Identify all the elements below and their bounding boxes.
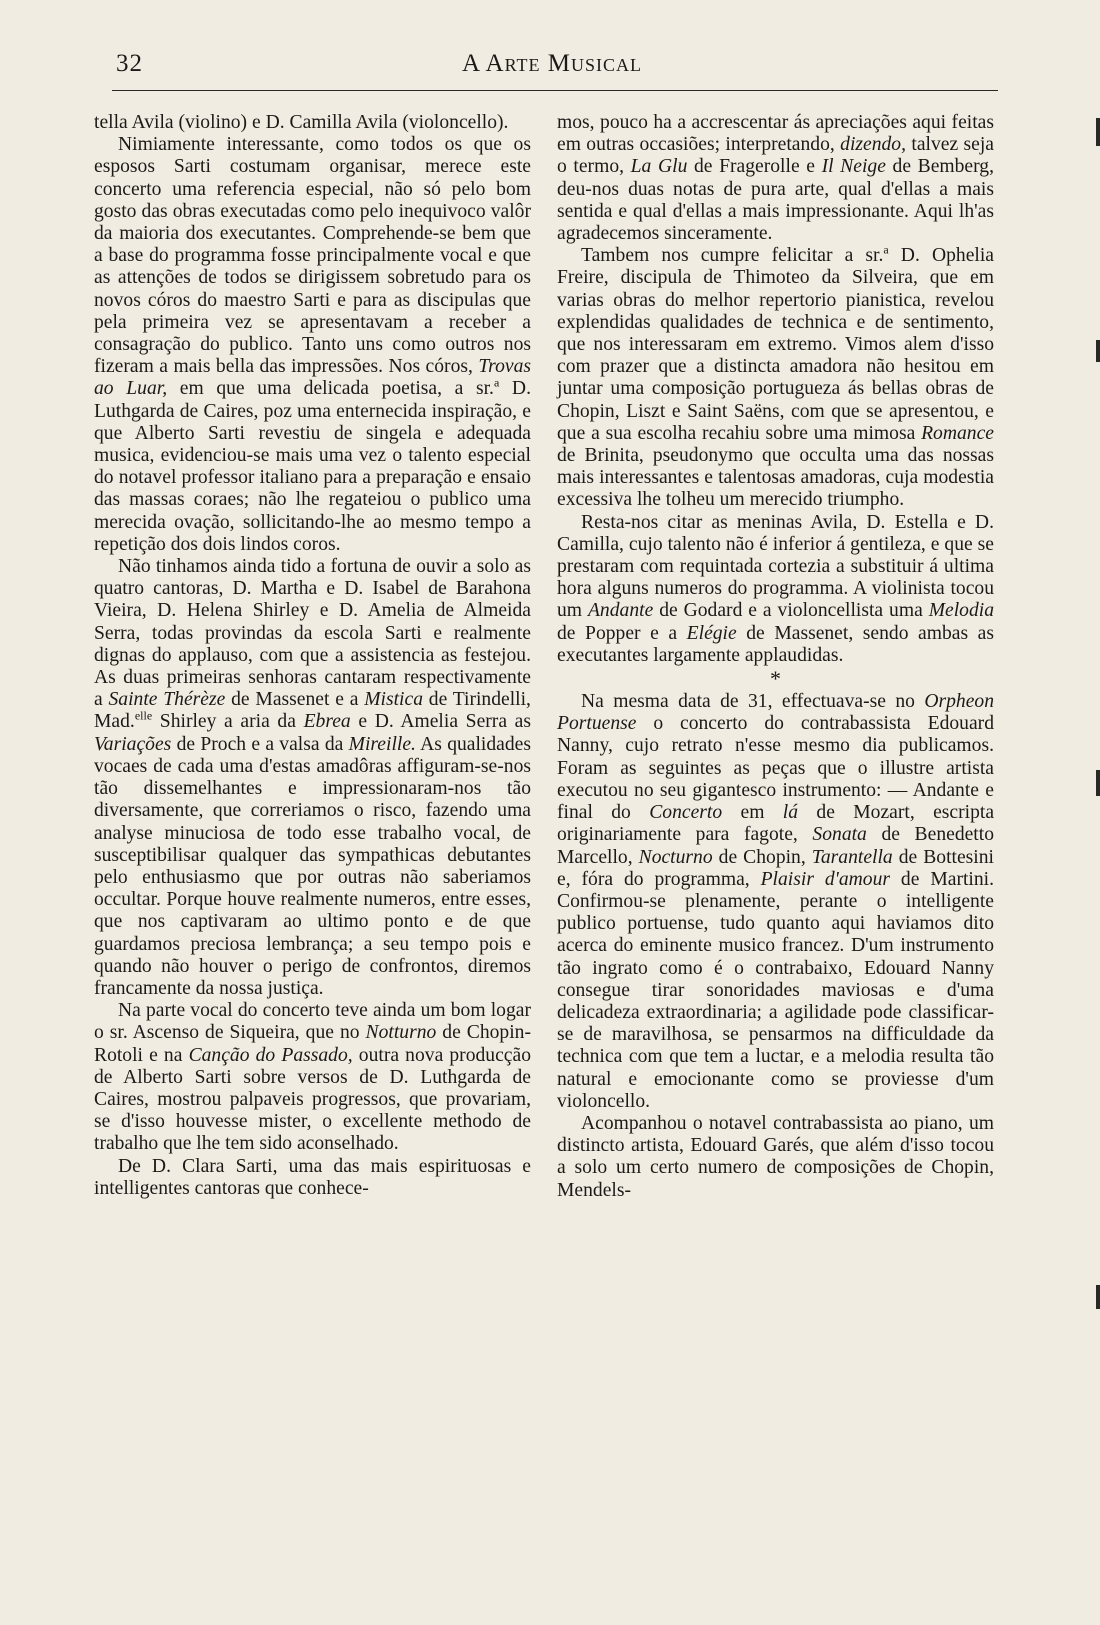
page-header [112,46,992,86]
scan-edge-mark [1096,1285,1100,1309]
section-separator: * [770,666,781,692]
left-column [94,112,531,1552]
paragraph: Na mesma data de 31, effectuava-se no Orpheon Portuense o concerto do contrabassista Edouard Nanny, cujo retrato n'esse mesmo dia publicamos. Foram as seguintes as peças que o illustre artista executou no seu gigantesco instrumento: — Andante e final do Concerto em lá de Mozart, escripta originariamente para fagote, Sonata de Benedetto Marcello, Nocturno de Chopin, Tarantella de Bottesini e, fóra do programma, Plaisir d'amour de Martini. Confirmou-se plenamente, perante o intelligente publico portuense, tudo quanto aqui haviamos dito acerca do eminente musico francez. D'um instrumento tão ingrato como é o contrabaixo, Edouard Nanny consegue tirar sonoridades maviosas e d'uma delicadeza extraordinaria; a agilidade pode classificar-se de maravilhosa, se pensarmos na difficuldade da technica com que tem a luctar, e a melodia resulta tão natural e emocionante como se proviesse d'um violoncello. [557,691,995,1112]
scan-edge-mark [1096,118,1100,146]
page-number: 32 [116,50,143,77]
paragraph: mos, pouco ha a accrescentar ás apreciações aqui feitas em outras occasiões; interpretando, dizendo, talvez seja o termo, La Glu de Fragerolle e Il Neige de Bemberg, deu-nos duas notas de pura arte, qual d'ellas a mais sentida e qual d'ellas a mais impressionante. Aqui lh'as agradecemos sinceramente. [557,112,994,245]
right-column [557,112,994,1552]
journal-title: A Arte Musical [462,50,642,77]
paragraph: Resta-nos citar as meninas Avila, D. Estella e D. Camilla, cujo talento não é inferior á gentileza, e que se prestaram com requintada cortezia a substituir á ultima hora alguns numeros do programma. A violinista tocou um Andante de Godard e a violoncellista uma Melodia de Popper e a Elégie de Massenet, sendo ambas as executantes largamente applaudidas. [557,511,994,666]
scan-edge-mark [1096,770,1100,796]
paragraph: De D. Clara Sarti, uma das mais espirituosas e intelligentes cantoras que conhece- [94,1155,531,1199]
paragraph: Na parte vocal do concerto teve ainda um bom logar o sr. Ascenso de Siqueira, que no Notturno de Chopin-Rotoli e na Canção do Passado, outra nova producção de Alberto Sarti sobre versos de D. Luthgarda de Caires, mostrou palpaveis progressos, que provariam, se d'isso houvesse mister, o excellente methodo de trabalho que lhe tem sido aconselhado. [94,1000,531,1155]
paragraph: Não tinhamos ainda tido a fortuna de ouvir a solo as quatro cantoras, D. Martha e D. Isabel de Barahona Vieira, D. Helena Shirley e D. Amelia de Almeida Serra, todas provindas da escola Sarti e realmente dignas do applauso, com que a assistencia as festejou. As duas primeiras senhoras cantaram respectivamente a Sainte Thérèze de Massenet e a Mistica de Tirindelli, Mad.$^{elle}$ Shirley a aria da Ebrea e D. Amelia Serra as Variações de Proch e a valsa da Mireille. As qualidades vocaes de cada uma d'estas amadôras affiguram-se-nos tão dissemelhantes e impressionaram-nos tão diversamente, que correriamos o risco, fazendo uma analyse minuciosa de todo esse trabalho vocal, de susceptibilisar qualquer das sympathicas debutantes pelo enthusiasmo que por outras não saberiamos occultar. Porque houve realmente numeros, entre esses, que nos captivaram ao ultimo ponto e de que guardamos preciosa lembrança; a seu tempo pois e quando não houver o perigo de confrontos, diremos francamente da nossa justiça. [94,556,531,999]
paragraph: Acompanhou o notavel contrabassista ao piano, um distincto artista, Edouard Garés, que além d'isso tocou a solo um certo numero de composições de Chopin, Mendels- [557,1112,994,1201]
paragraph: Nimiamente interessante, como todos os que os esposos Sarti costumam organisar, merece este concerto uma referencia especial, não só pelo bom gosto das obras executadas como pelo inequivoco valôr da maioria dos executantes. Comprehende-se bem que a base do programma fosse principalmente vocal e que as attenções de todos se dirigissem sobretudo para os novos córos do maestro Sarti e para as discipulas que pela primeira vez se apresentavam a receber a consagração do publico. Tanto uns como outros nos fizeram a mais bella das impressões. Nos córos, Trovas ao Luar, em que uma delicada poetisa, a sr.$^a$ D. Luthgarda de Caires, poz uma enternecida inspiração, e que Alberto Sarti revestiu de singela e adequada musica, evidenciou-se mais uma vez o talento especial do notavel professor italiano para a preparação e ensaio das massas coraes; não lhe regateiou o publico uma merecida ovação, sollicitando-lhe ao mesmo tempo a repetição dos dois lindos coros. [94,134,531,555]
scan-edge-mark [1096,340,1100,362]
paragraph: Tambem nos cumpre felicitar a sr.$^a$ D. Ophelia Freire, discipula de Thimoteo da Silveira, que em varias obras do melhor repertorio pianistica, revelou explendidas qualidades de technica e de sentimento, que nos interessaram em extremo. Vimos alem d'isso com prazer que a distincta amadora não hesitou em juntar uma composição portugueza ás bellas obras de Chopin, Liszt e Saint Saëns, com que se apresentou, e que a sua escolha recahiu sobre uma mimosa Romance de Brinita, pseudonymo que occulta uma das nossas mais interessantes e talentosas amadoras, cuja modestia excessiva lhe tolheu um merecido triumpho. [557,242,994,511]
header-rule [112,90,998,91]
paragraph: tella Avila (violino) e D. Camilla Avila (violoncello). [94,112,509,133]
